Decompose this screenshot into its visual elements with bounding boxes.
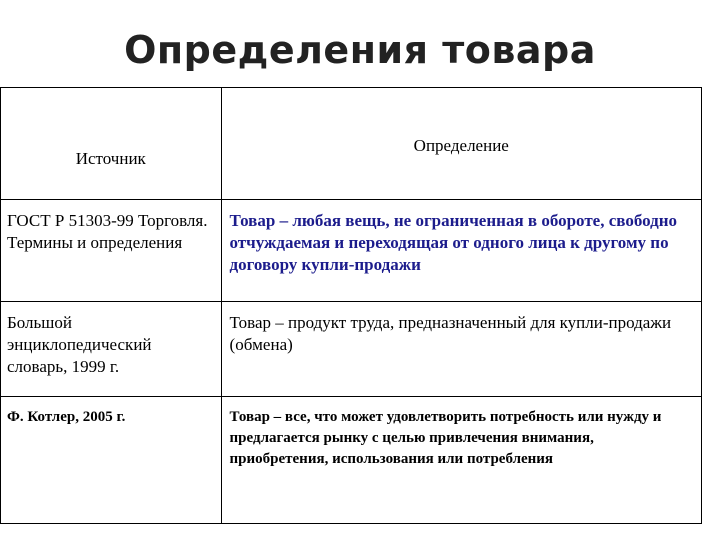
- source-cell: Ф. Котлер, 2005 г.: [1, 397, 222, 524]
- source-cell: Большой энциклопедический словарь, 1999 г.: [1, 302, 222, 397]
- table-row: [1, 200, 702, 302]
- page-title: Определения товара: [124, 28, 596, 72]
- header-definition: Определение: [221, 88, 701, 200]
- definition-cell: Товар – все, что может удовлетворить потребность или нужду и предлагается рынку с целью привлечения внимания, приобретения, использования или потребления: [221, 397, 701, 524]
- definition-cell: Товар – продукт труда, предназначенный для купли-продажи (обмена): [221, 302, 701, 397]
- header-source: Источник: [1, 88, 222, 200]
- definitions-table: [0, 87, 702, 524]
- definition-cell: Товар – любая вещь, не ограниченная в обороте, свободно отчуждаемая и переходящая от одного лица к другому по договору купли-продажи: [221, 200, 701, 302]
- table-row: [1, 397, 702, 524]
- table-row: [1, 302, 702, 397]
- table-header-row: [1, 88, 702, 200]
- source-cell: ГОСТ Р 51303-99 Торговля. Термины и определения: [1, 200, 222, 302]
